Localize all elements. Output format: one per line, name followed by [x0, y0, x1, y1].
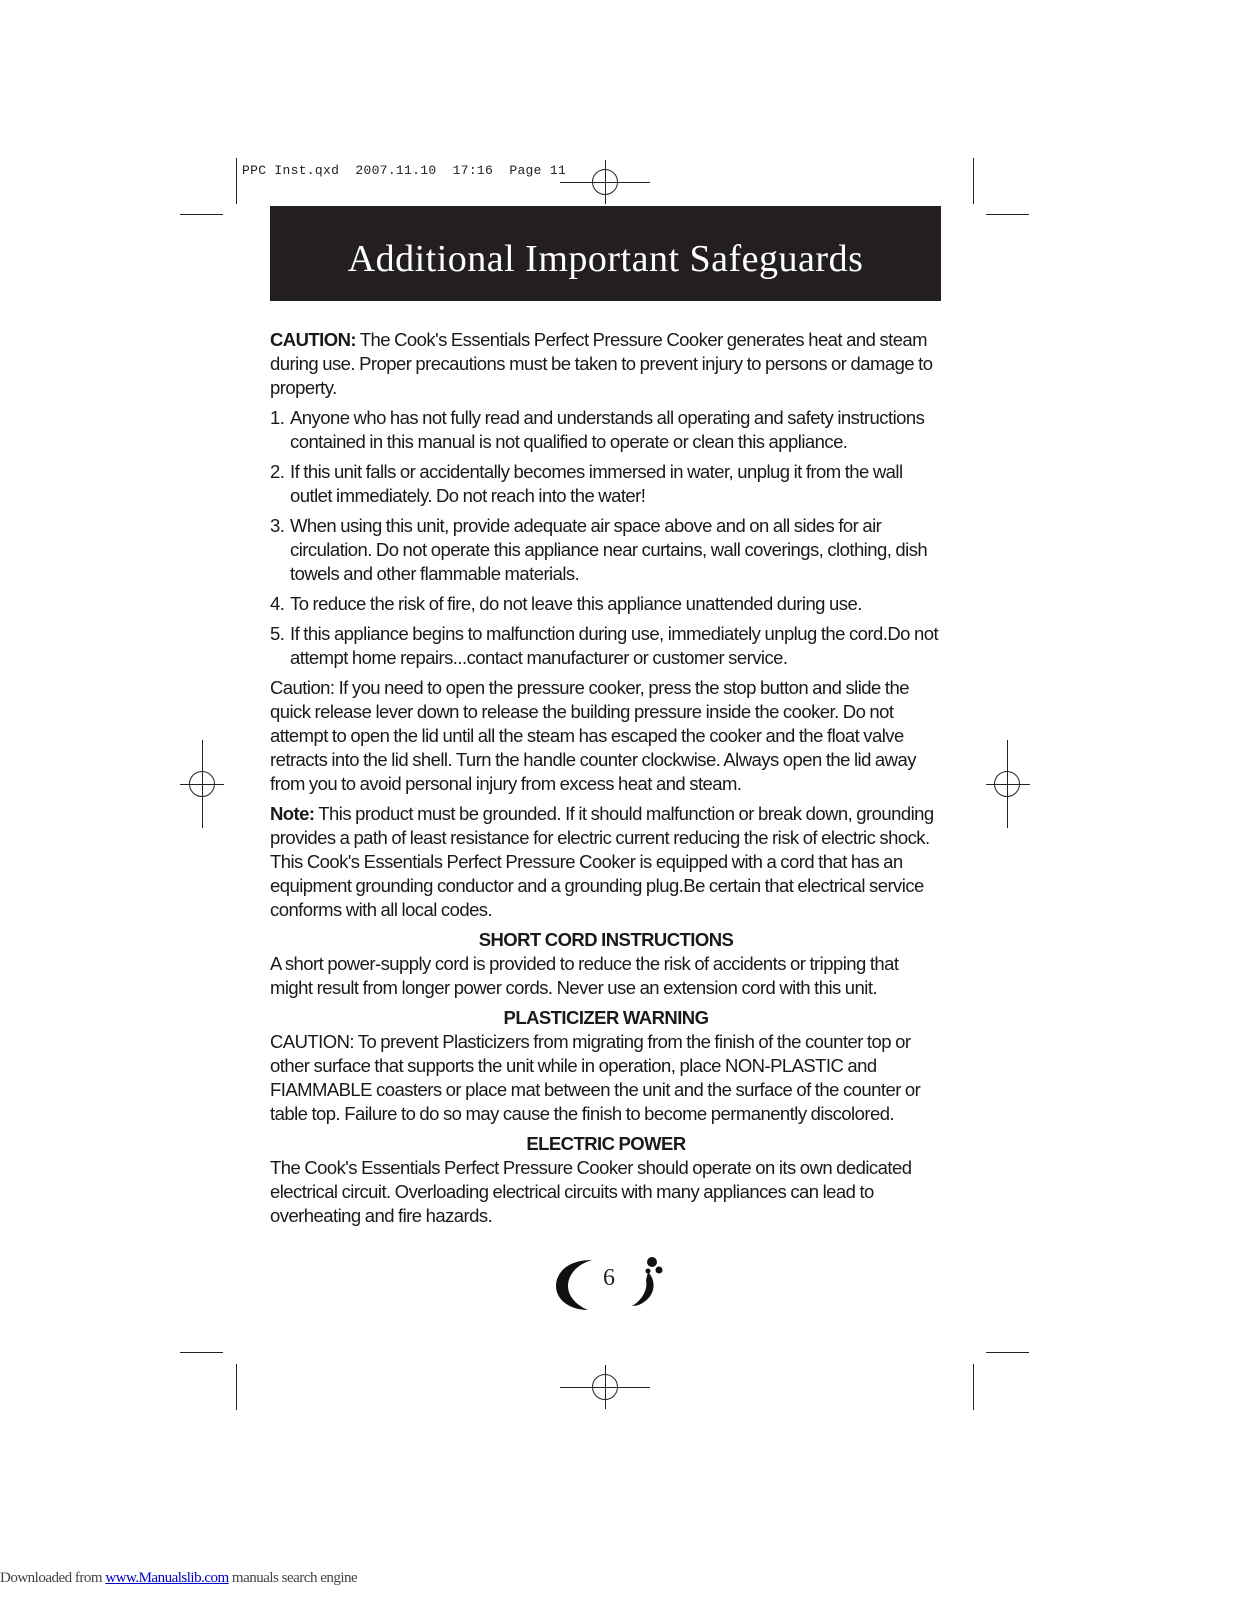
list-item-number: 4. — [270, 593, 285, 614]
footer-suffix: manuals search engine — [228, 1570, 358, 1586]
note-text: This product must be grounded. If it should malfunction or break down, grounding provides a path of least resistance for electric current reducing the risk of electric shock. This Cook's Essentials Perfect Pressure Cooker is equipped with a cord that has an equipment grounding conductor and a grounding plug.Be certain that electrical service conforms with all local codes. — [270, 803, 934, 920]
note-paragraph — [270, 802, 942, 922]
list-item — [270, 406, 942, 454]
page-title: Additional Important Safeguards — [347, 237, 864, 280]
caution-intro-text: The Cook's Essentials Perfect Pressure Cooker generates heat and steam during use. Proper precautions must be taken to prevent injury to persons or damage to property. — [270, 329, 933, 398]
list-item — [270, 592, 942, 616]
section-text: CAUTION: To prevent Plasticizers from migrating from the finish of the counter top or other surface that supports the unit while in operation, place NON-PLASTIC and FIAMMABLE coasters or place mat between the unit and the surface of the counter or table top. Failure to do so may cause the finish to become permanently discolored. — [270, 1031, 921, 1124]
printer-slug: PPC Inst.qxd 2007.11.10 17:16 Page 11 — [242, 163, 567, 178]
list-item-number: 1. — [270, 407, 285, 428]
list-item — [270, 460, 942, 508]
list-item-text: If this appliance begins to malfunction during use, immediately unplug the cord.Do not attempt home repairs...contact manufacturer or customer service. — [290, 623, 939, 668]
list-item-text: To reduce the risk of fire, do not leave this appliance unattended during use. — [290, 593, 862, 614]
note-label: Note: — [270, 803, 315, 824]
title-banner — [270, 206, 941, 301]
list-item-text: If this unit falls or accidentally becomes immersed in water, unplug it from the wall outlet immediately. Do not reach into the water! — [290, 461, 903, 506]
section-short-cord — [270, 928, 942, 1000]
list-item — [270, 514, 942, 586]
list-item-text: Anyone who has not fully read and understands all operating and safety instructions contained in this manual is not qualified to operate or clean this appliance. — [290, 407, 925, 452]
list-item-text: When using this unit, provide adequate air space above and on all sides for air circulation. Do not operate this appliance near curtains, wall coverings, clothing, dish towels and other flammable materials. — [290, 515, 928, 584]
list-item-number: 3. — [270, 515, 285, 536]
content — [270, 328, 942, 1234]
section-heading: ELECTRIC POWER — [526, 1133, 686, 1154]
section-text: A short power-supply cord is provided to reduce the risk of accidents or tripping that might result from longer power cords. Never use an extension cord with this unit. — [270, 953, 899, 998]
caution-label: CAUTION: — [270, 329, 357, 350]
manualslib-link[interactable]: www.Manualslib.com — [105, 1570, 229, 1586]
caution-open-paragraph: Caution: If you need to open the pressure cooker, press the stop button and slide the quick release lever down to release the building pressure inside the cooker. Do not attempt to open the lid until all the steam has escaped the cooker and the float valve retracts into the lid shell. Turn the handle counter clockwise. Always open the lid away from you to avoid personal injury from excess heat and steam. — [270, 677, 916, 794]
page-number-badge — [552, 1250, 667, 1316]
footer-prefix: Downloaded from — [0, 1570, 106, 1586]
section-heading: SHORT CORD INSTRUCTIONS — [478, 929, 734, 950]
section-text: The Cook's Essentials Perfect Pressure Cooker should operate on its own dedicated electrical circuit. Overloading electrical circuits with many appliances can lead to overheating and fire hazards. — [270, 1157, 912, 1226]
section-plasticizer — [270, 1006, 942, 1126]
footer — [0, 1570, 357, 1587]
section-heading: PLASTICIZER WARNING — [503, 1007, 709, 1028]
list-item-number: 2. — [270, 461, 285, 482]
caution-intro — [270, 328, 942, 400]
list-item — [270, 622, 942, 670]
page-number: 6 — [603, 1265, 615, 1291]
section-electric-power — [270, 1132, 942, 1228]
safeguards-list — [270, 406, 942, 670]
list-item-number: 5. — [270, 623, 285, 644]
